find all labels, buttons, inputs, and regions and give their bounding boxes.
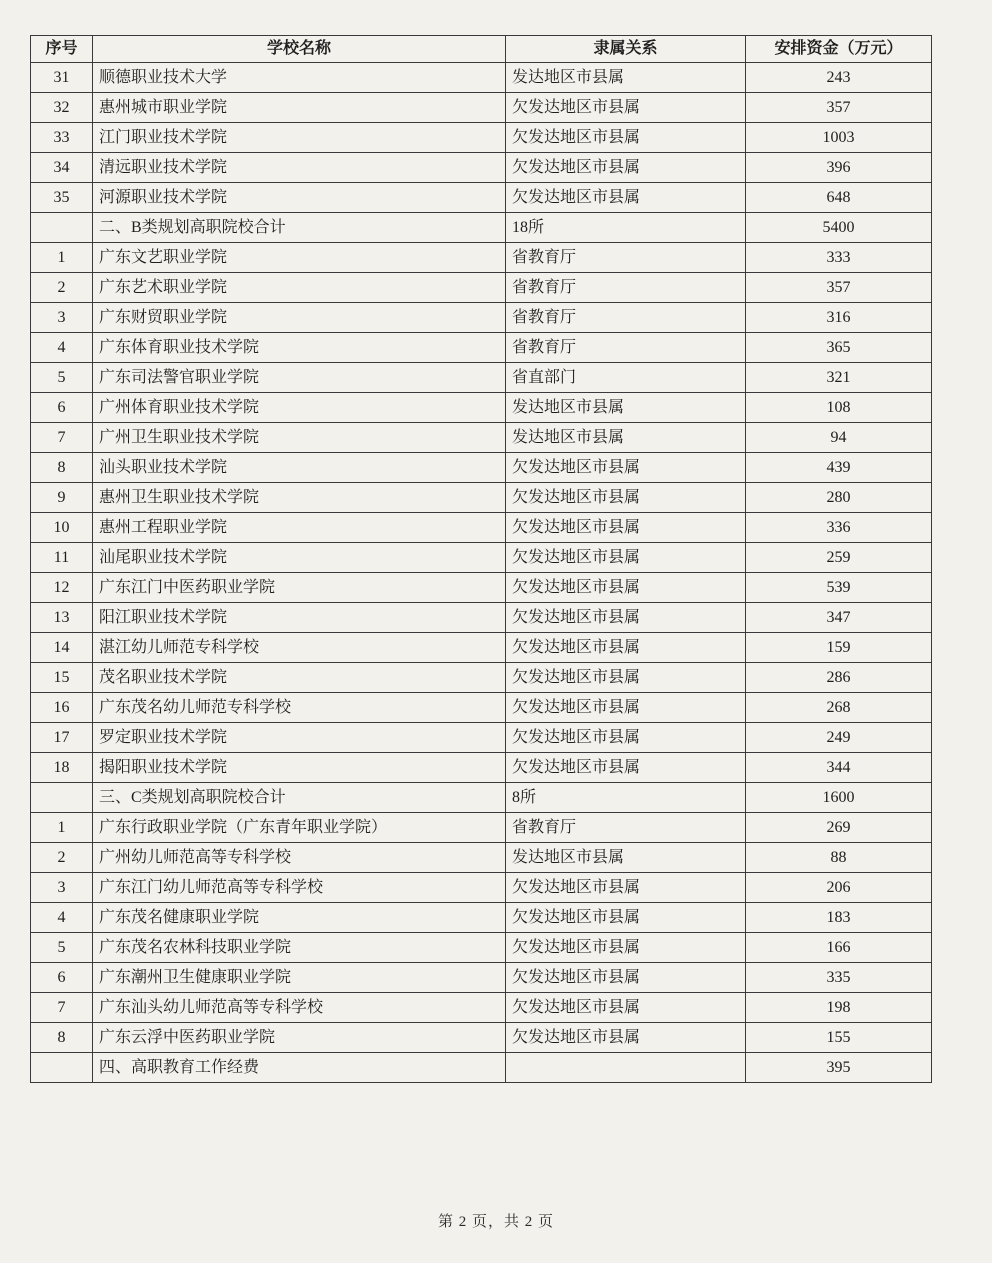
cell-affiliation: 欠发达地区市县属 [506,693,746,723]
table-row [31,93,932,123]
cell-school-name: 惠州城市职业学院 [93,93,506,123]
cell-serial-number: 9 [31,483,93,513]
table-row [31,1053,932,1083]
cell-amount: 357 [746,93,932,123]
cell-affiliation: 省教育厅 [506,303,746,333]
cell-serial-number: 32 [31,93,93,123]
cell-school-name: 江门职业技术学院 [93,123,506,153]
table-row [31,483,932,513]
cell-affiliation: 欠发达地区市县属 [506,513,746,543]
cell-serial-number: 17 [31,723,93,753]
table-row [31,693,932,723]
cell-affiliation: 欠发达地区市县属 [506,663,746,693]
cell-amount: 1003 [746,123,932,153]
cell-school-name: 顺德职业技术大学 [93,63,506,93]
table-row [31,993,932,1023]
cell-affiliation: 欠发达地区市县属 [506,453,746,483]
cell-school-name: 广东体育职业技术学院 [93,333,506,363]
cell-school-name: 广东汕头幼儿师范高等专科学校 [93,993,506,1023]
cell-serial-number: 11 [31,543,93,573]
cell-serial-number: 5 [31,363,93,393]
cell-amount: 396 [746,153,932,183]
cell-school-name: 二、B类规划高职院校合计 [93,213,506,243]
cell-amount: 5400 [746,213,932,243]
table-row [31,603,932,633]
cell-school-name: 四、高职教育工作经费 [93,1053,506,1083]
table-row [31,543,932,573]
cell-serial-number: 4 [31,903,93,933]
cell-serial-number: 12 [31,573,93,603]
cell-affiliation: 欠发达地区市县属 [506,93,746,123]
cell-affiliation: 欠发达地区市县属 [506,573,746,603]
cell-amount: 1600 [746,783,932,813]
page-number: 第 2 页，共 2 页 [437,1214,554,1230]
table-row [31,933,932,963]
cell-serial-number: 7 [31,423,93,453]
cell-school-name: 罗定职业技术学院 [93,723,506,753]
cell-serial-number: 1 [31,243,93,273]
cell-school-name: 广东江门幼儿师范高等专科学校 [93,873,506,903]
cell-serial-number: 16 [31,693,93,723]
cell-serial-number: 1 [31,813,93,843]
cell-amount: 347 [746,603,932,633]
table-row [31,273,932,303]
cell-serial-number: 18 [31,753,93,783]
cell-school-name: 广州体育职业技术学院 [93,393,506,423]
table-row [31,513,932,543]
cell-amount: 539 [746,573,932,603]
table-row [31,63,932,93]
table-row [31,183,932,213]
cell-school-name: 揭阳职业技术学院 [93,753,506,783]
cell-affiliation: 省教育厅 [506,243,746,273]
cell-serial-number: 10 [31,513,93,543]
table-body [31,63,932,1083]
cell-affiliation: 欠发达地区市县属 [506,993,746,1023]
cell-amount: 243 [746,63,932,93]
cell-school-name: 惠州卫生职业技术学院 [93,483,506,513]
cell-school-name: 广东茂名农林科技职业学院 [93,933,506,963]
cell-school-name: 广州幼儿师范高等专科学校 [93,843,506,873]
cell-amount: 316 [746,303,932,333]
cell-amount: 249 [746,723,932,753]
table-row [31,783,932,813]
table-row [31,903,932,933]
cell-affiliation: 欠发达地区市县属 [506,633,746,663]
cell-school-name: 广东艺术职业学院 [93,273,506,303]
cell-amount: 108 [746,393,932,423]
cell-school-name: 广州卫生职业技术学院 [93,423,506,453]
cell-serial-number: 13 [31,603,93,633]
cell-affiliation: 欠发达地区市县属 [506,543,746,573]
cell-amount: 159 [746,633,932,663]
cell-serial-number: 7 [31,993,93,1023]
table-row [31,843,932,873]
cell-affiliation: 欠发达地区市县属 [506,153,746,183]
cell-school-name: 广东云浮中医药职业学院 [93,1023,506,1053]
cell-serial-number: 3 [31,873,93,903]
table-row [31,873,932,903]
cell-amount: 336 [746,513,932,543]
cell-school-name: 广东江门中医药职业学院 [93,573,506,603]
table-header-row [31,36,932,63]
table-row [31,813,932,843]
table-row [31,243,932,273]
cell-serial-number: 8 [31,1023,93,1053]
cell-serial-number [31,213,93,243]
cell-affiliation: 欠发达地区市县属 [506,603,746,633]
cell-school-name: 清远职业技术学院 [93,153,506,183]
cell-serial-number: 5 [31,933,93,963]
cell-amount: 280 [746,483,932,513]
cell-amount: 198 [746,993,932,1023]
col-header-amount: 安排资金（万元） [746,36,932,63]
cell-serial-number: 3 [31,303,93,333]
cell-school-name: 汕尾职业技术学院 [93,543,506,573]
cell-school-name: 阳江职业技术学院 [93,603,506,633]
col-header-affiliation: 隶属关系 [506,36,746,63]
cell-affiliation: 欠发达地区市县属 [506,483,746,513]
cell-school-name: 广东财贸职业学院 [93,303,506,333]
cell-amount: 166 [746,933,932,963]
cell-amount: 183 [746,903,932,933]
table-row [31,723,932,753]
table-row [31,633,932,663]
cell-amount: 259 [746,543,932,573]
table-row [31,153,932,183]
cell-serial-number: 31 [31,63,93,93]
cell-serial-number: 14 [31,633,93,663]
cell-serial-number: 33 [31,123,93,153]
cell-serial-number: 6 [31,963,93,993]
cell-serial-number: 35 [31,183,93,213]
cell-serial-number: 34 [31,153,93,183]
cell-serial-number: 6 [31,393,93,423]
cell-affiliation: 8所 [506,783,746,813]
cell-school-name: 广东行政职业学院（广东青年职业学院） [93,813,506,843]
cell-affiliation: 欠发达地区市县属 [506,873,746,903]
cell-affiliation: 省直部门 [506,363,746,393]
cell-amount: 344 [746,753,932,783]
cell-amount: 88 [746,843,932,873]
cell-amount: 286 [746,663,932,693]
cell-amount: 206 [746,873,932,903]
cell-amount: 648 [746,183,932,213]
cell-affiliation: 欠发达地区市县属 [506,123,746,153]
cell-school-name: 广东文艺职业学院 [93,243,506,273]
table-row [31,753,932,783]
cell-serial-number [31,1053,93,1083]
cell-serial-number: 8 [31,453,93,483]
cell-amount: 268 [746,693,932,723]
table-row [31,123,932,153]
cell-amount: 321 [746,363,932,393]
cell-affiliation: 发达地区市县属 [506,393,746,423]
cell-school-name: 广东潮州卫生健康职业学院 [93,963,506,993]
cell-serial-number [31,783,93,813]
cell-amount: 155 [746,1023,932,1053]
table-row [31,423,932,453]
cell-school-name: 广东茂名幼儿师范专科学校 [93,693,506,723]
cell-affiliation: 欠发达地区市县属 [506,723,746,753]
cell-school-name: 惠州工程职业学院 [93,513,506,543]
cell-serial-number: 4 [31,333,93,363]
table-row [31,363,932,393]
cell-amount: 269 [746,813,932,843]
cell-school-name: 汕头职业技术学院 [93,453,506,483]
table-row [31,393,932,423]
table-row [31,303,932,333]
cell-amount: 395 [746,1053,932,1083]
cell-amount: 333 [746,243,932,273]
cell-affiliation: 省教育厅 [506,273,746,303]
cell-amount: 335 [746,963,932,993]
table-row [31,1023,932,1053]
table-row [31,333,932,363]
cell-amount: 365 [746,333,932,363]
cell-school-name: 茂名职业技术学院 [93,663,506,693]
cell-affiliation: 欠发达地区市县属 [506,933,746,963]
cell-affiliation: 18所 [506,213,746,243]
funding-table [30,35,932,1083]
cell-serial-number: 2 [31,843,93,873]
cell-school-name: 三、C类规划高职院校合计 [93,783,506,813]
cell-affiliation: 欠发达地区市县属 [506,963,746,993]
cell-amount: 439 [746,453,932,483]
cell-serial-number: 2 [31,273,93,303]
cell-affiliation: 发达地区市县属 [506,63,746,93]
cell-affiliation: 欠发达地区市县属 [506,753,746,783]
table-row [31,663,932,693]
cell-affiliation: 省教育厅 [506,813,746,843]
cell-affiliation: 发达地区市县属 [506,843,746,873]
table-row [31,963,932,993]
col-header-no: 序号 [31,36,93,63]
table-row [31,213,932,243]
cell-school-name: 河源职业技术学院 [93,183,506,213]
cell-school-name: 广东司法警官职业学院 [93,363,506,393]
table-row [31,573,932,603]
cell-affiliation: 欠发达地区市县属 [506,903,746,933]
cell-school-name: 湛江幼儿师范专科学校 [93,633,506,663]
cell-affiliation: 发达地区市县属 [506,423,746,453]
cell-affiliation: 欠发达地区市县属 [506,1023,746,1053]
table-row [31,453,932,483]
cell-affiliation: 省教育厅 [506,333,746,363]
cell-affiliation: 欠发达地区市县属 [506,183,746,213]
cell-school-name: 广东茂名健康职业学院 [93,903,506,933]
cell-affiliation [506,1053,746,1083]
cell-amount: 94 [746,423,932,453]
col-header-school-name: 学校名称 [93,36,506,63]
cell-amount: 357 [746,273,932,303]
cell-serial-number: 15 [31,663,93,693]
